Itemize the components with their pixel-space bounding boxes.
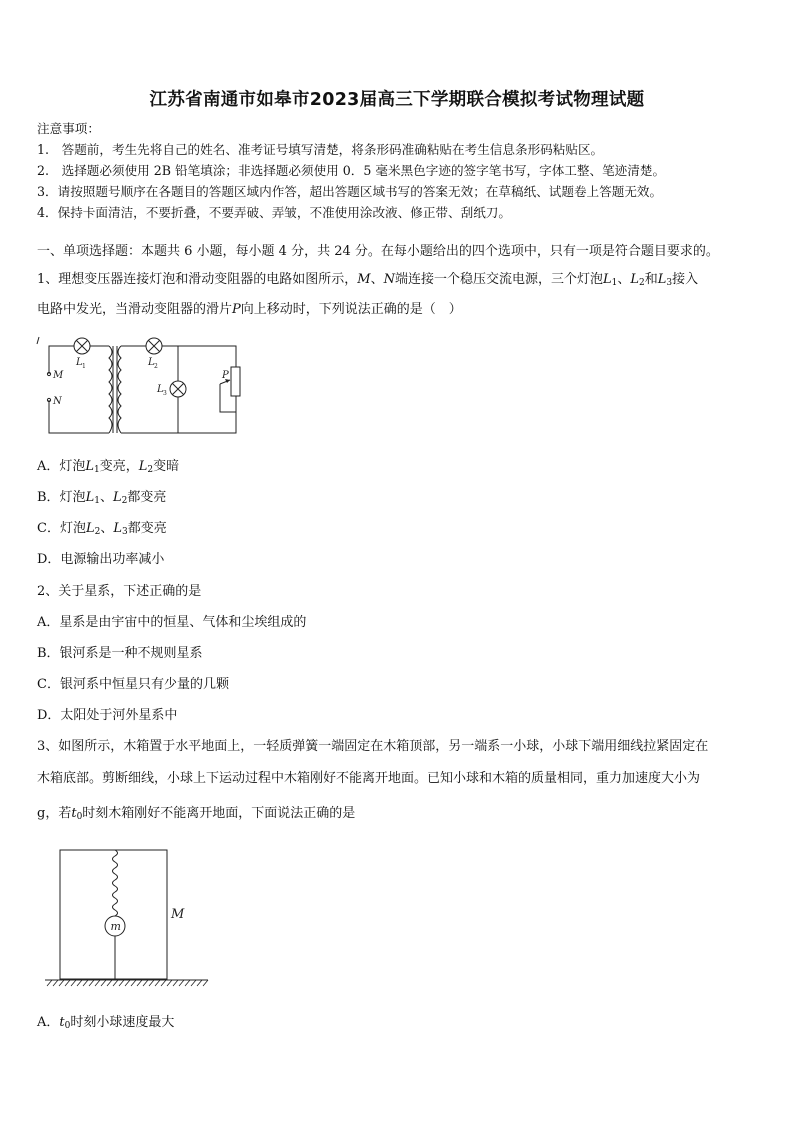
q1-circuit-diagram (34, 332, 249, 442)
q1-label-L1: L (76, 357, 83, 368)
q1-option-a: A．灯泡$L_1$变亮，$L_2$变暗 (37, 459, 180, 475)
notice-item-4: 4．保持卡面清洁，不要折叠，不要弄破、弄皱，不准使用涂改液、修正带、刮纸刀。 (37, 205, 511, 220)
q2-option-a: A．星系是由宇宙中的恒星、气体和尘埃组成的 (37, 615, 307, 630)
q1-label-L3: L (157, 384, 164, 395)
section-heading: 一、单项选择题：本题共 6 小题，每小题 4 分，共 24 分。在每小题给出的四个选项中，只有一项是符合题目要求的。 (37, 244, 719, 259)
notice-item-1: 1. 答题前，考生先将自己的姓名、准考证号填写清楚，将条形码准确粘贴在考生信息条形码粘贴区。 (37, 142, 604, 157)
notice-item-3: 3．请按照题号顺序在各题目的答题区域内作答，超出答题区域书写的答案无效；在草稿纸、试题卷上答题无效。 (37, 184, 663, 199)
q1-stem-line1: 1、理想变压器连接灯泡和滑动变阻器的电路如图所示，M、N端连接一个稳压交流电源，三个灯泡$L_1$、$L_2$和$L_3$接入 (37, 272, 699, 288)
q2-option-b: B．银河系是一种不规则星系 (37, 646, 203, 661)
notice-heading: 注意事项： (37, 121, 100, 136)
q3-stem-line1: 3、如图所示，木箱置于水平地面上，一轻质弹簧一端固定在木箱顶部，另一端系一小球，小球下端用细线拉紧固定在 (37, 739, 709, 754)
q1-option-c: C．灯泡$L_2$、$L_3$都变亮 (37, 521, 167, 537)
svg-text:2: 2 (154, 363, 158, 370)
q3-stem-line3: g，若$t_0$时刻木箱刚好不能离开地面，下面说法正确的是 (37, 806, 356, 822)
q1-stem-line2: 电路中发光，当滑动变阻器的滑片P向上移动时，下列说法正确的是（ ） (37, 302, 462, 317)
q3-stem-line2: 木箱底部。剪断细线，小球上下运动过程中木箱刚好不能离开地面。已知小球和木箱的质量相同，重力加速度大小为 (37, 771, 701, 786)
q1-label-P: P (222, 370, 229, 381)
q2-option-c: C．银河系中恒星只有少量的几颗 (37, 677, 229, 692)
q1-option-d: D．电源输出功率减小 (37, 552, 165, 567)
q3-spring-box-diagram (40, 846, 215, 992)
q1-label-N: N (53, 396, 62, 407)
q1-label-M: M (53, 370, 64, 381)
svg-text:1: 1 (82, 363, 86, 370)
q3-option-a: A．$t_0$时刻小球速度最大 (37, 1015, 175, 1031)
notice-item-2: 2. 选择题必须使用 2B 铅笔填涂；非选择题必须使用 0．5 毫米黑色字迹的签字笔书写，字体工整、笔迹清楚。 (37, 163, 666, 178)
q2-option-d: D．太阳处于河外星系中 (37, 708, 178, 723)
q1-label-L2: L (148, 357, 155, 368)
q3-label-m: m (110, 920, 121, 933)
q2-stem: 2、关于星系，下述正确的是 (37, 584, 202, 599)
q1-option-b: B．灯泡$L_1$、$L_2$都变亮 (37, 490, 167, 506)
page-title: 江苏省南通市如皋市2023届高三下学期联合模拟考试物理试题 (149, 90, 645, 110)
q3-label-M: M (171, 907, 185, 922)
svg-text:3: 3 (163, 390, 167, 397)
